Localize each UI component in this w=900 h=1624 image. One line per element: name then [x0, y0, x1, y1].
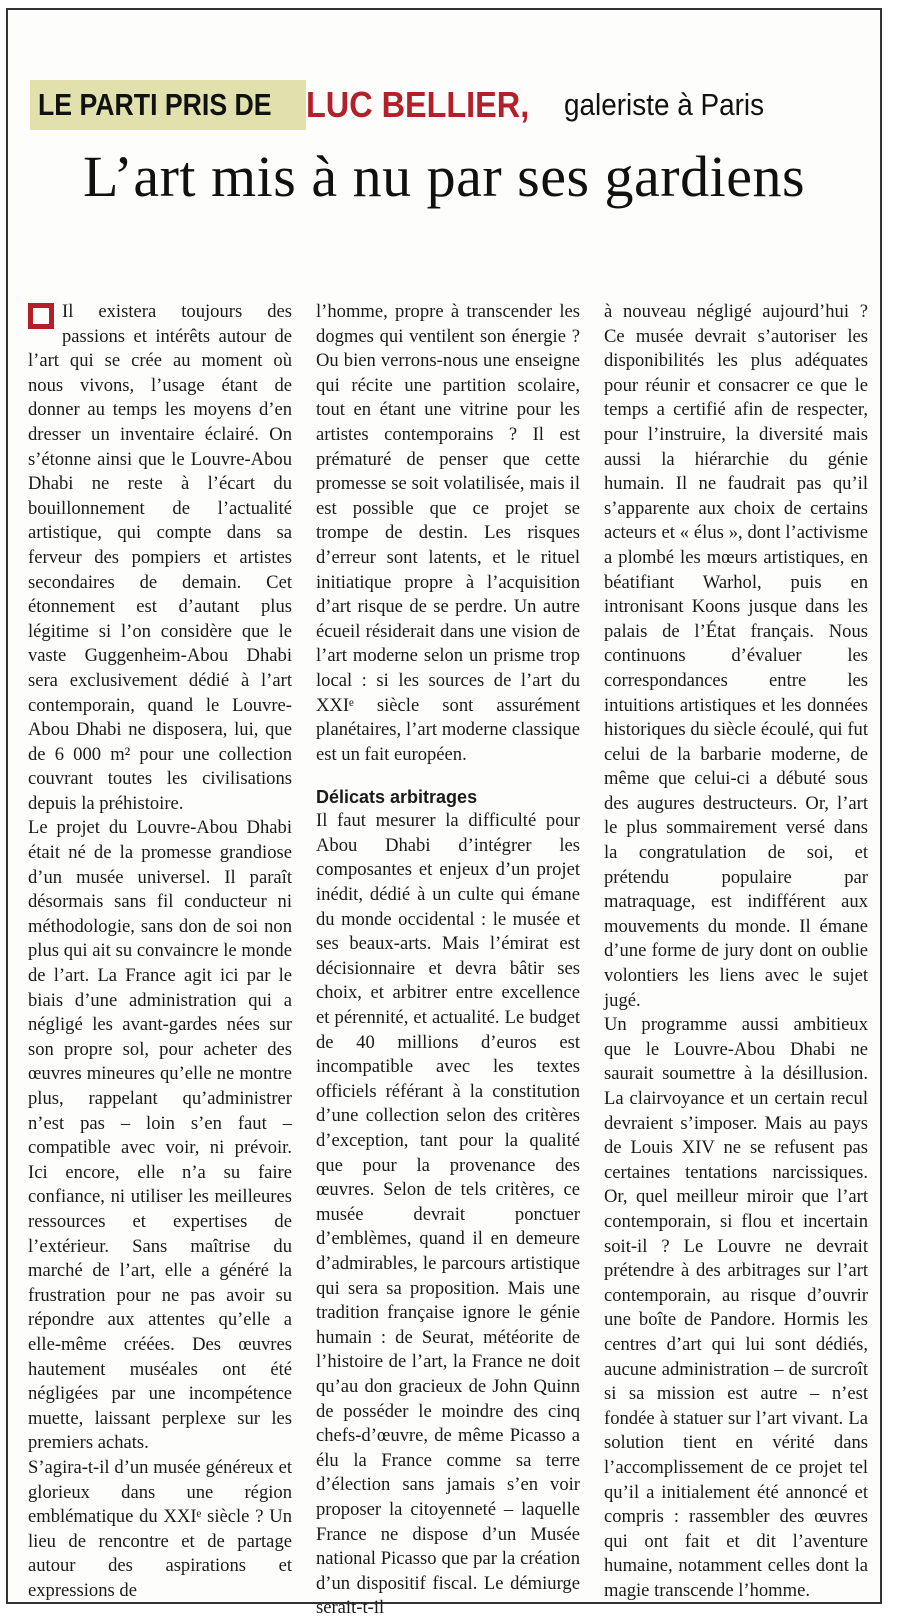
column-2: [316, 300, 580, 1619]
headline: L’art mis à nu par ses gardiens: [82, 144, 806, 209]
column-3: [604, 300, 868, 1601]
author-name: LUC BELLIER,: [306, 84, 530, 125]
column-1: [28, 300, 292, 1601]
paragraph: Un programme aussi ambitieux que le Louvre-Abou Dhabi ne saurait soumettre à la désillusion. La clairvoyance et un certain recul devraient s’imposer. Mais au pays de Louis XIV ne se refusent pas certaines tentations narcissiques. Or, quel meilleur miroir que l’art contemporain, si flou et incertain soit-il ? Le Louvre ne devrait prétendre à des arbitrages sur l’art contemporain, au risque d’ouvrir une boîte de Pandore. Hormis les centres d’art qui lui sont dédiés, aucune administration – de surcroît si sa mission est autre – n’est fondée à statuer sur l’art vivant. La solution tient en vérité dans l’accomplissement de ce projet tel qu’il a initialement été annoncé et compris : rassembler des œuvres qui ont fait et dit l’aventure humaine, notamment celles dont la magie transcende l’homme.: [604, 1014, 868, 1601]
author-role: galeriste à Paris: [564, 87, 765, 122]
paragraph: Il existera toujours des passions et intérêts autour de l’art qui se crée au moment où nous vivons, l’usage étant de donner au temps les moyens d’en dresser un inventaire éclairé. On s’étonne ainsi que le Louvre-Abou Dhabi ne reste à l’écart du bouillonnement de l’actualité artistique, qui compte dans sa ferveur des pompiers et artistes secondaires de demain. Cet étonnement est d’autant plus légitime si l’on considère que le vaste Guggenheim-Abou Dhabi sera exclusivement dédié à l’art contemporain, quand le Louvre-Abou Dhabi ne disposera, lui, que de 6 000 m² pour une collection couvrant toutes les civilisations depuis la préhistoire.: [28, 301, 292, 814]
paragraph: l’homme, propre à transcender les dogmes qui ventilent son énergie ? Ou bien verrons-nous une enseigne qui récite une partition scolaire, tout en étant une vitrine pour les artistes contemporains ? Il est prématuré de penser que cette promesse se soit volatilisée, mais il est possible que ce projet se trompe de destin. Les risques d’erreur sont latents, et le rituel initiatique propre à l’acquisition d’art risque de se perdre. Un autre écueil résiderait dans une vision de l’art moderne selon un prisme trop local : si les sources de l’art du XXIᵉ siècle sont assurément planétaires, l’art moderne classique est un fait européen.: [316, 301, 580, 765]
paragraph: Il faut mesurer la difficulté pour Abou Dhabi d’intégrer les composantes et enjeux d’un projet inédit, dédié à un culte qui émane du monde occidental : le musée et ses beaux-arts. Mais l’émirat est décisionnaire et devra bâtir ses choix, et arbitrer entre excellence et pérennité, et actualité. Le budget de 40 millions d’euros est incompatible avec les textes officiels référant à la constitution d’une collection selon des critères d’exception, tant pour la qualité que pour la provenance des œuvres. Selon de tels critères, ce musée devrait ponctuer d’emblèmes, quand il en demeure d’admirables, le parcours artistique qui sera sa proposition. Mais une tradition française ignore le génie humain : de Seurat, météorite de l’histoire de l’art, la France ne doit qu’au don gracieux de John Quinn de posséder le moindre des cinq chefs-d’œuvre, de même Picasso a élu la France comme sa terre d’élection sans jamais s’en voir proposer la citoyenneté – laquelle France ne dispose d’un Musée national Picasso que par la création d’un dispositif fiscal. Le démiurge serait-t-il: [316, 810, 580, 1619]
paragraph: à nouveau négligé aujourd’hui ? Ce musée devrait s’autoriser les disponibilités les plus adéquates pour réunir et consacrer ce que le temps a certifié afin de respecter, pour l’instruire, la diversité mais aussi la hiérarchie du génie humain. Il ne faudrait pas qu’il s’apparente aux choix de certains acteurs et « élus », dont l’activisme a plombé les mœurs artistiques, en béatifiant Warhol, puis en intronisant Koons jusque dans les palais de l’État français. Nous continuons d’évaluer les correspondances entre les intuitions artistiques et les données historiques du siècle écoulé, qui fut celui de la barbarie moderne, de même que celui-ci a débuté sous des augures destructeurs. Or, l’art le plus sommairement versé dans la congratulation de soi, et prétendu populaire par matraquage, est indifférent aux mouvements du monde. Il émane d’une forme de jury dont on oublie volontiers les liens avec le sujet jugé.: [604, 301, 868, 1011]
paragraph: Le projet du Louvre-Abou Dhabi était né de la promesse grandiose d’un musée universel. Il paraît désormais sans fil conducteur ni méthodologie, sans don de soi non plus qui ait su convaincre le monde de l’art. La France agit ici par le biais d’une administration qui a négligé les avant-gardes nées sur son propre sol, pour acheter des œuvres mineures qu’elle ne montre plus, rappelant qu’administrer n’est pas – loin s’en faut – compatible avec voir, ni prévoir. Ici encore, elle n’a su faire confiance, ni utiliser les meilleures ressources et expertises de l’extérieur. Sans maîtrise du marché de l’art, elle a généré la frustration pour ne pas avoir su répondre aux attentes qu’elle a elle-même créées. Des œuvres hautement muséales ont été négligées par une incompétence muette, laissant perplexe sur les premiers achats.: [28, 817, 292, 1454]
dropcap-square-icon: [28, 303, 54, 329]
kicker-highlight: [30, 80, 306, 130]
article-page: [6, 8, 882, 1619]
kicker-label: LE PARTI PRIS DE: [38, 87, 272, 122]
article-body: [28, 300, 868, 1619]
subheading: Délicats arbitrages: [316, 787, 478, 808]
paragraph: S’agira-t-il d’un musée généreux et glorieux dans une région emblématique du XXIᵉ siècle ? Un lieu de rencontre et de partage autour des aspirations et expressions de: [28, 1456, 292, 1601]
kicker: [30, 80, 820, 130]
